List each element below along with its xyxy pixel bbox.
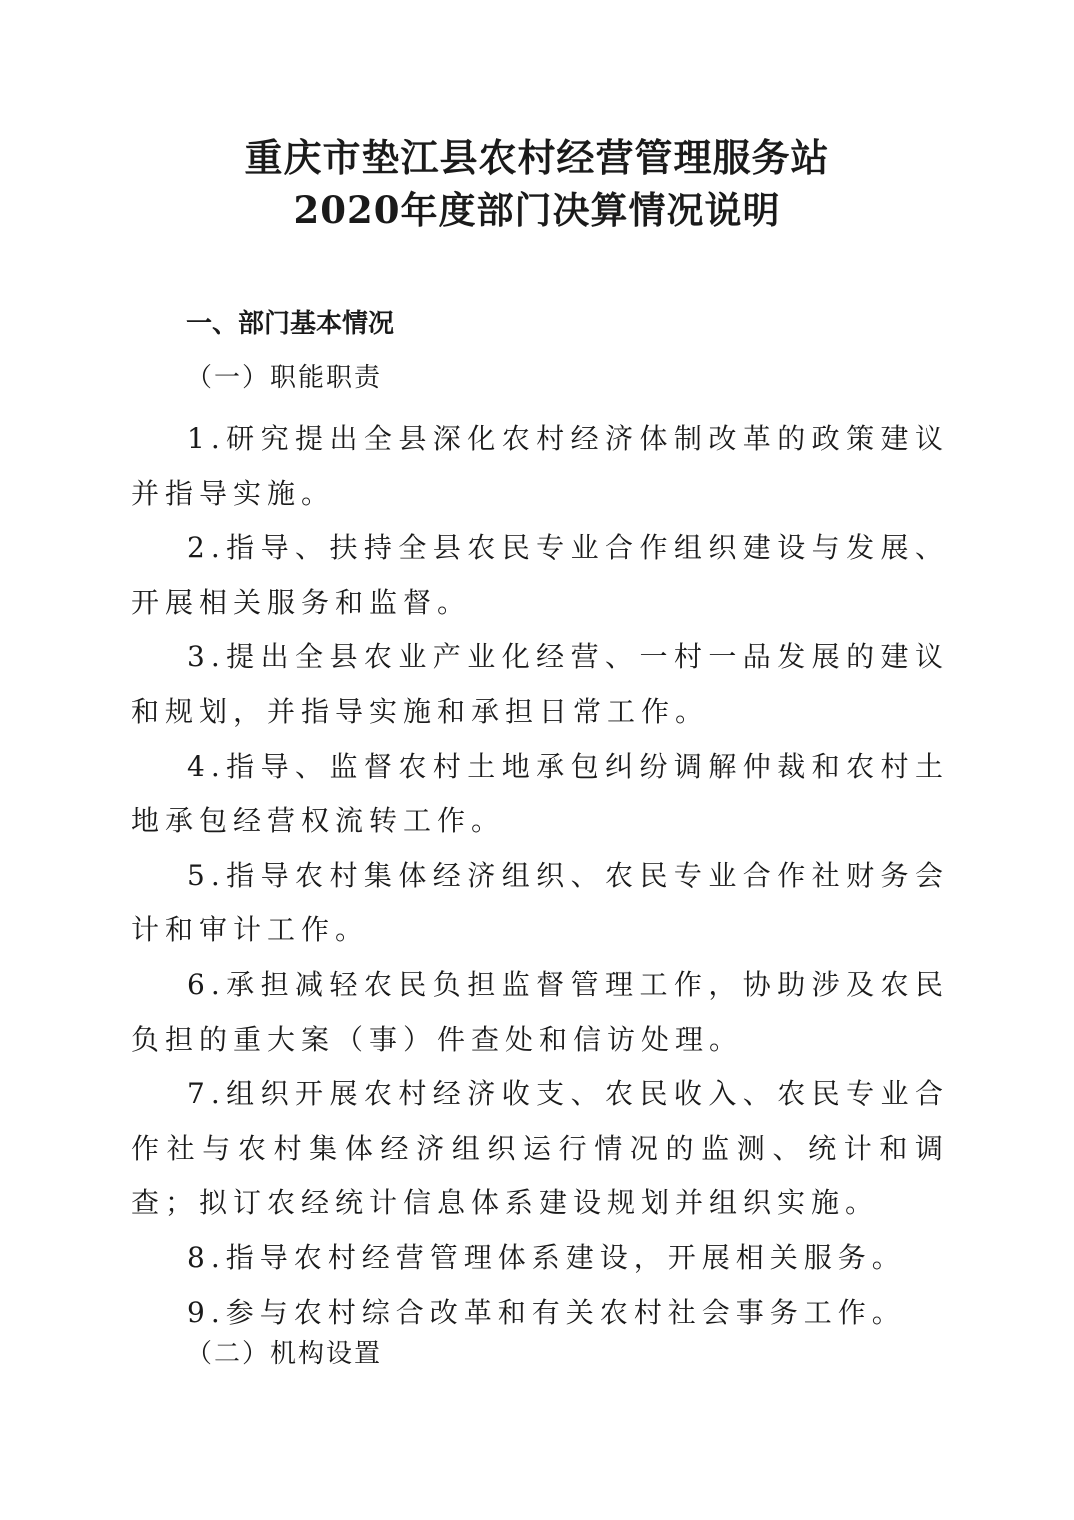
duty-item-7: 7.组织开展农村经济收支、农民收入、农民专业合作社与农村集体经济组织运行情况的监测、统计和调查；拟订农经统计信息体系建设规划并组织实施。	[131, 1077, 949, 1220]
subsection-heading-duties: （一）职能职责	[186, 363, 383, 393]
duty-item-4: 4.指导、监督农村土地承包纠纷调解仲裁和农村土地承包经营权流转工作。	[131, 749, 949, 838]
duty-item-3: 3.提出全县农业产业化经营、一村一品发展的建议和规划，并指导实施和承担日常工作。	[131, 640, 949, 728]
document-title-line1: 重庆市垫江县农村经营管理服务站	[244, 135, 830, 180]
duty-item-5: 5.指导农村集体经济组织、农民专业合作社财务会计和审计工作。	[131, 858, 949, 947]
duty-item-9: 9.参与农村综合改革和有关农村社会事务工作。	[187, 1295, 906, 1329]
subsection-heading-organization: （二）机构设置	[186, 1339, 383, 1369]
document-title-line2: 2020年度部门决算情况说明	[293, 188, 781, 232]
duty-item-6: 6.承担减轻农民负担监督管理工作，协助涉及农民负担的重大案（事）件查处和信访处理。	[131, 967, 949, 1056]
duties-list	[131, 412, 949, 1340]
section-heading-basic-info: 一、部门基本情况	[186, 309, 395, 339]
duty-item-1: 1.研究提出全县深化农村经济体制改革的政策建议并指导实施。	[131, 422, 949, 510]
duty-item-8: 8.指导农村经营管理体系建设，开展相关服务。	[187, 1240, 906, 1274]
duty-item-2: 2.指导、扶持全县农民专业合作组织建设与发展、开展相关服务和监督。	[131, 531, 949, 619]
